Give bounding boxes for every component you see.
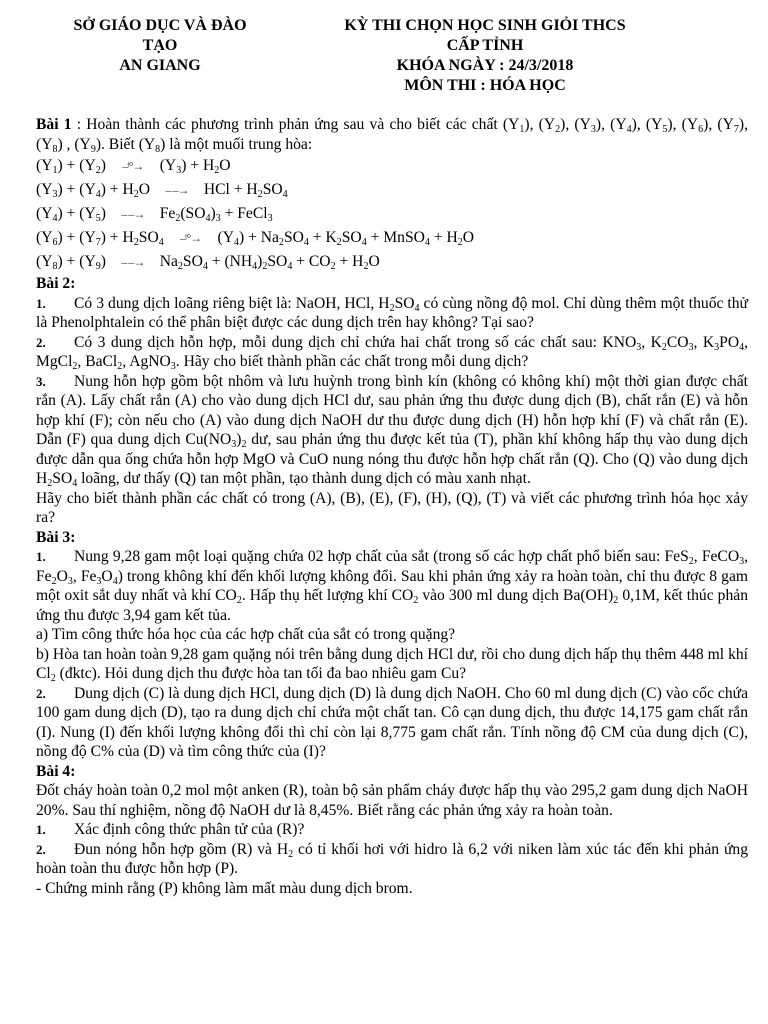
bai4-question-2b: - Chứng minh rằng (P) không làm mất màu dung dịch brom. xyxy=(36,879,413,897)
department-line-1: SỞ GIÁO DỤC VÀ ĐÀO xyxy=(73,17,247,34)
bai2-question-1: 1. Có 3 dung dịch loãng riêng biệt là: NaOH, HCl, $H_2SO_4$ có cùng nồng độ mol. Chỉ dùng thêm một thuốc thử là Phenolphtalein có thể phân biệt được các dung dịch trên hay không? Tại sao? xyxy=(36,294,749,331)
bai4-title: Bài 4: xyxy=(36,762,76,780)
bai2-question-2: 2. Có 3 dung dịch hỗn hợp, mỗi dung dịch chỉ chứa hai chất trong số các chất sau: $KNO_3$, $K_2CO_3$, $K_3PO_4$, MgCl$_2$, BaCl$_2$, AgNO$_3$. Hãy cho biết thành phần các chất trong mỗi dung dịch? xyxy=(36,333,748,372)
bai2-question-3: 3. Nung hỗn hợp gồm bột nhôm và lưu huỳnh trong bình kín (không có không khí) một thời gian được chất rắn (A). Lấy chất rắn (A) cho vào dung dịch HCl dư, sau phản ứng thu được dung dịch (B), chất rắn (E) và hỗn hợp khí (F); còn nếu cho (A) vào dung dịch NaOH dư thu được dung dịch (H) hỗn hợp khí (F) và chất rắn (E). Dẫn (F) qua dung dịch $Cu(NO_3)_2$ dư, sau phản ứng thu được kết tủa (T), phần khí không hấp thụ vào dung dịch được dẫn qua ống chứa hỗn hợp MgO và CuO nung nóng thu được hỗn hợp chất rắn (Q). Cho (Q) vào dung dịch $H_2SO_4$ loãng, dư thấy (Q) tan một phần, tạo thành dung dịch có màu xanh nhạt. xyxy=(36,372,749,489)
bai3-question-2: 2. Dung dịch (C) là dung dịch HCl, dung dịch (D) là dung dịch NaOH. Cho 60 ml dung dịch (C) vào cốc chứa 100 gam dung dịch (D), tạo ra dung dịch chỉ chứa một chất tan. Cô cạn dung dịch, thu được 14,175 gam chất rắn (I). Nung (I) đến khối lượng không đổi thì chỉ còn lại 8,775 gam chất rắn. Tính nồng độ CM của dung dịch (C), nồng độ C% của (D) và tìm công thức của (I)? xyxy=(36,684,748,760)
exam-header xyxy=(300,16,670,96)
bai3-question-1: 1. Nung 9,28 gam một loại quặng chứa 02 hợp chất của sắt (trong số các hợp chất phổ biến sau: FeS$_2$, FeCO$_3$, $Fe_2O_3$, $Fe_3O_4$) trong không khí đến khối lượng không đổi. Sau khi phản ứng xảy ra hoàn toàn, chỉ thu được 8 gam một oxit sắt duy nhất và khí $CO_2$. Hấp thụ hết lượng khí $CO_2$ vào 300 ml dung dịch $Ba(OH)_2$ 0,1M, kết thúc phản ứng thu được 3,94 gam kết tủa. xyxy=(36,548,748,624)
bai4-question-1: 1. Xác định công thức phân tử của (R)? xyxy=(36,821,305,838)
equation-5: $(Y_8) + (Y_9)$ – –→ $Na_2SO_4 + (NH_4)_2SO_4 + CO_2 + H_2O$ xyxy=(36,253,380,272)
equation-4: $(Y_6) + (Y_7) + H_2SO_4$ –ᵗ°→ $(Y_4) + Na_2SO_4 + K_2SO_4$ + MnSO$_4$ + $H_2O$ xyxy=(36,229,474,248)
bai3-question-1a: a) Tìm công thức hóa học của các hợp chất của sắt có trong quặng? xyxy=(36,626,456,643)
bai1-intro: Bài 1 : Hoàn thành các phương trình phản ứng sau và cho biết các chất $(Y_1)$, $(Y_2)$, $(Y_3)$, $(Y_4)$, $(Y_5)$, $(Y_6)$, $(Y_7)$, $(Y_8)$ , $(Y_9)$. Biết $(Y_8)$ là một muối trung hòa: xyxy=(36,116,748,155)
department-line-2: TẠO xyxy=(142,37,178,54)
bai3-question-1b: b) Hòa tan hoàn toàn 9,28 gam quặng nói trên bằng dung dịch HCl dư, rồi cho dung dịch hấp thụ thêm 448 ml khí $Cl_2$ (đktc). Hỏi dung dịch thu được hòa tan tối đa bao nhiêu gam Cu? xyxy=(36,645,748,684)
department-line-3: AN GIANG xyxy=(119,57,201,74)
equation-2: $(Y_3) + (Y_4) + H_2O$ – –→ HCl + $H_2SO_4$ xyxy=(36,181,288,200)
department-header xyxy=(40,16,280,76)
exam-line-3: KHÓA NGÀY : 24/3/2018 xyxy=(396,57,574,74)
bai3-title: Bài 3: xyxy=(36,528,76,546)
bai2-question-3b: Hãy cho biết thành phần các chất có trong (A), (B), (E), (F), (H), (Q), (T) và viết các phương trình hóa học xảy ra? xyxy=(36,489,748,526)
exam-line-1: KỲ THI CHỌN HỌC SINH GIỎI THCS xyxy=(344,17,626,34)
bai4-question-2: 2. Đun nóng hỗn hợp gồm (R) và $H_2$ có tỉ khối hơi với hidro là 6,2 với niken làm xúc tác đến khi phản ứng hoàn toàn thu được hỗn hợp (P). xyxy=(36,840,748,877)
bai4-intro: Đốt cháy hoàn toàn 0,2 mol một anken (R), toàn bộ sản phẩm cháy được hấp thụ vào 295,2 gam dung dịch NaOH 20%. Sau thí nghiệm, nồng độ NaOH dư là 8,45%. Biết rằng các phản ứng xảy ra hoàn toàn. xyxy=(36,782,748,819)
equation-3: $(Y_4) + (Y_5)$ – –→ $Fe_2(SO_4)_3$ + FeCl$_3$ xyxy=(36,205,273,224)
exam-content xyxy=(36,115,748,898)
equation-1: $(Y_1) + (Y_2)$ –ᵗ°→ $(Y_3) + H_2O$ xyxy=(36,157,231,176)
bai1-title: Bài 1 xyxy=(36,116,72,133)
exam-line-2: CẤP TỈNH xyxy=(446,37,524,54)
exam-line-4: MÔN THI : HÓA HỌC xyxy=(404,77,566,94)
bai2-title: Bài 2: xyxy=(36,275,76,292)
